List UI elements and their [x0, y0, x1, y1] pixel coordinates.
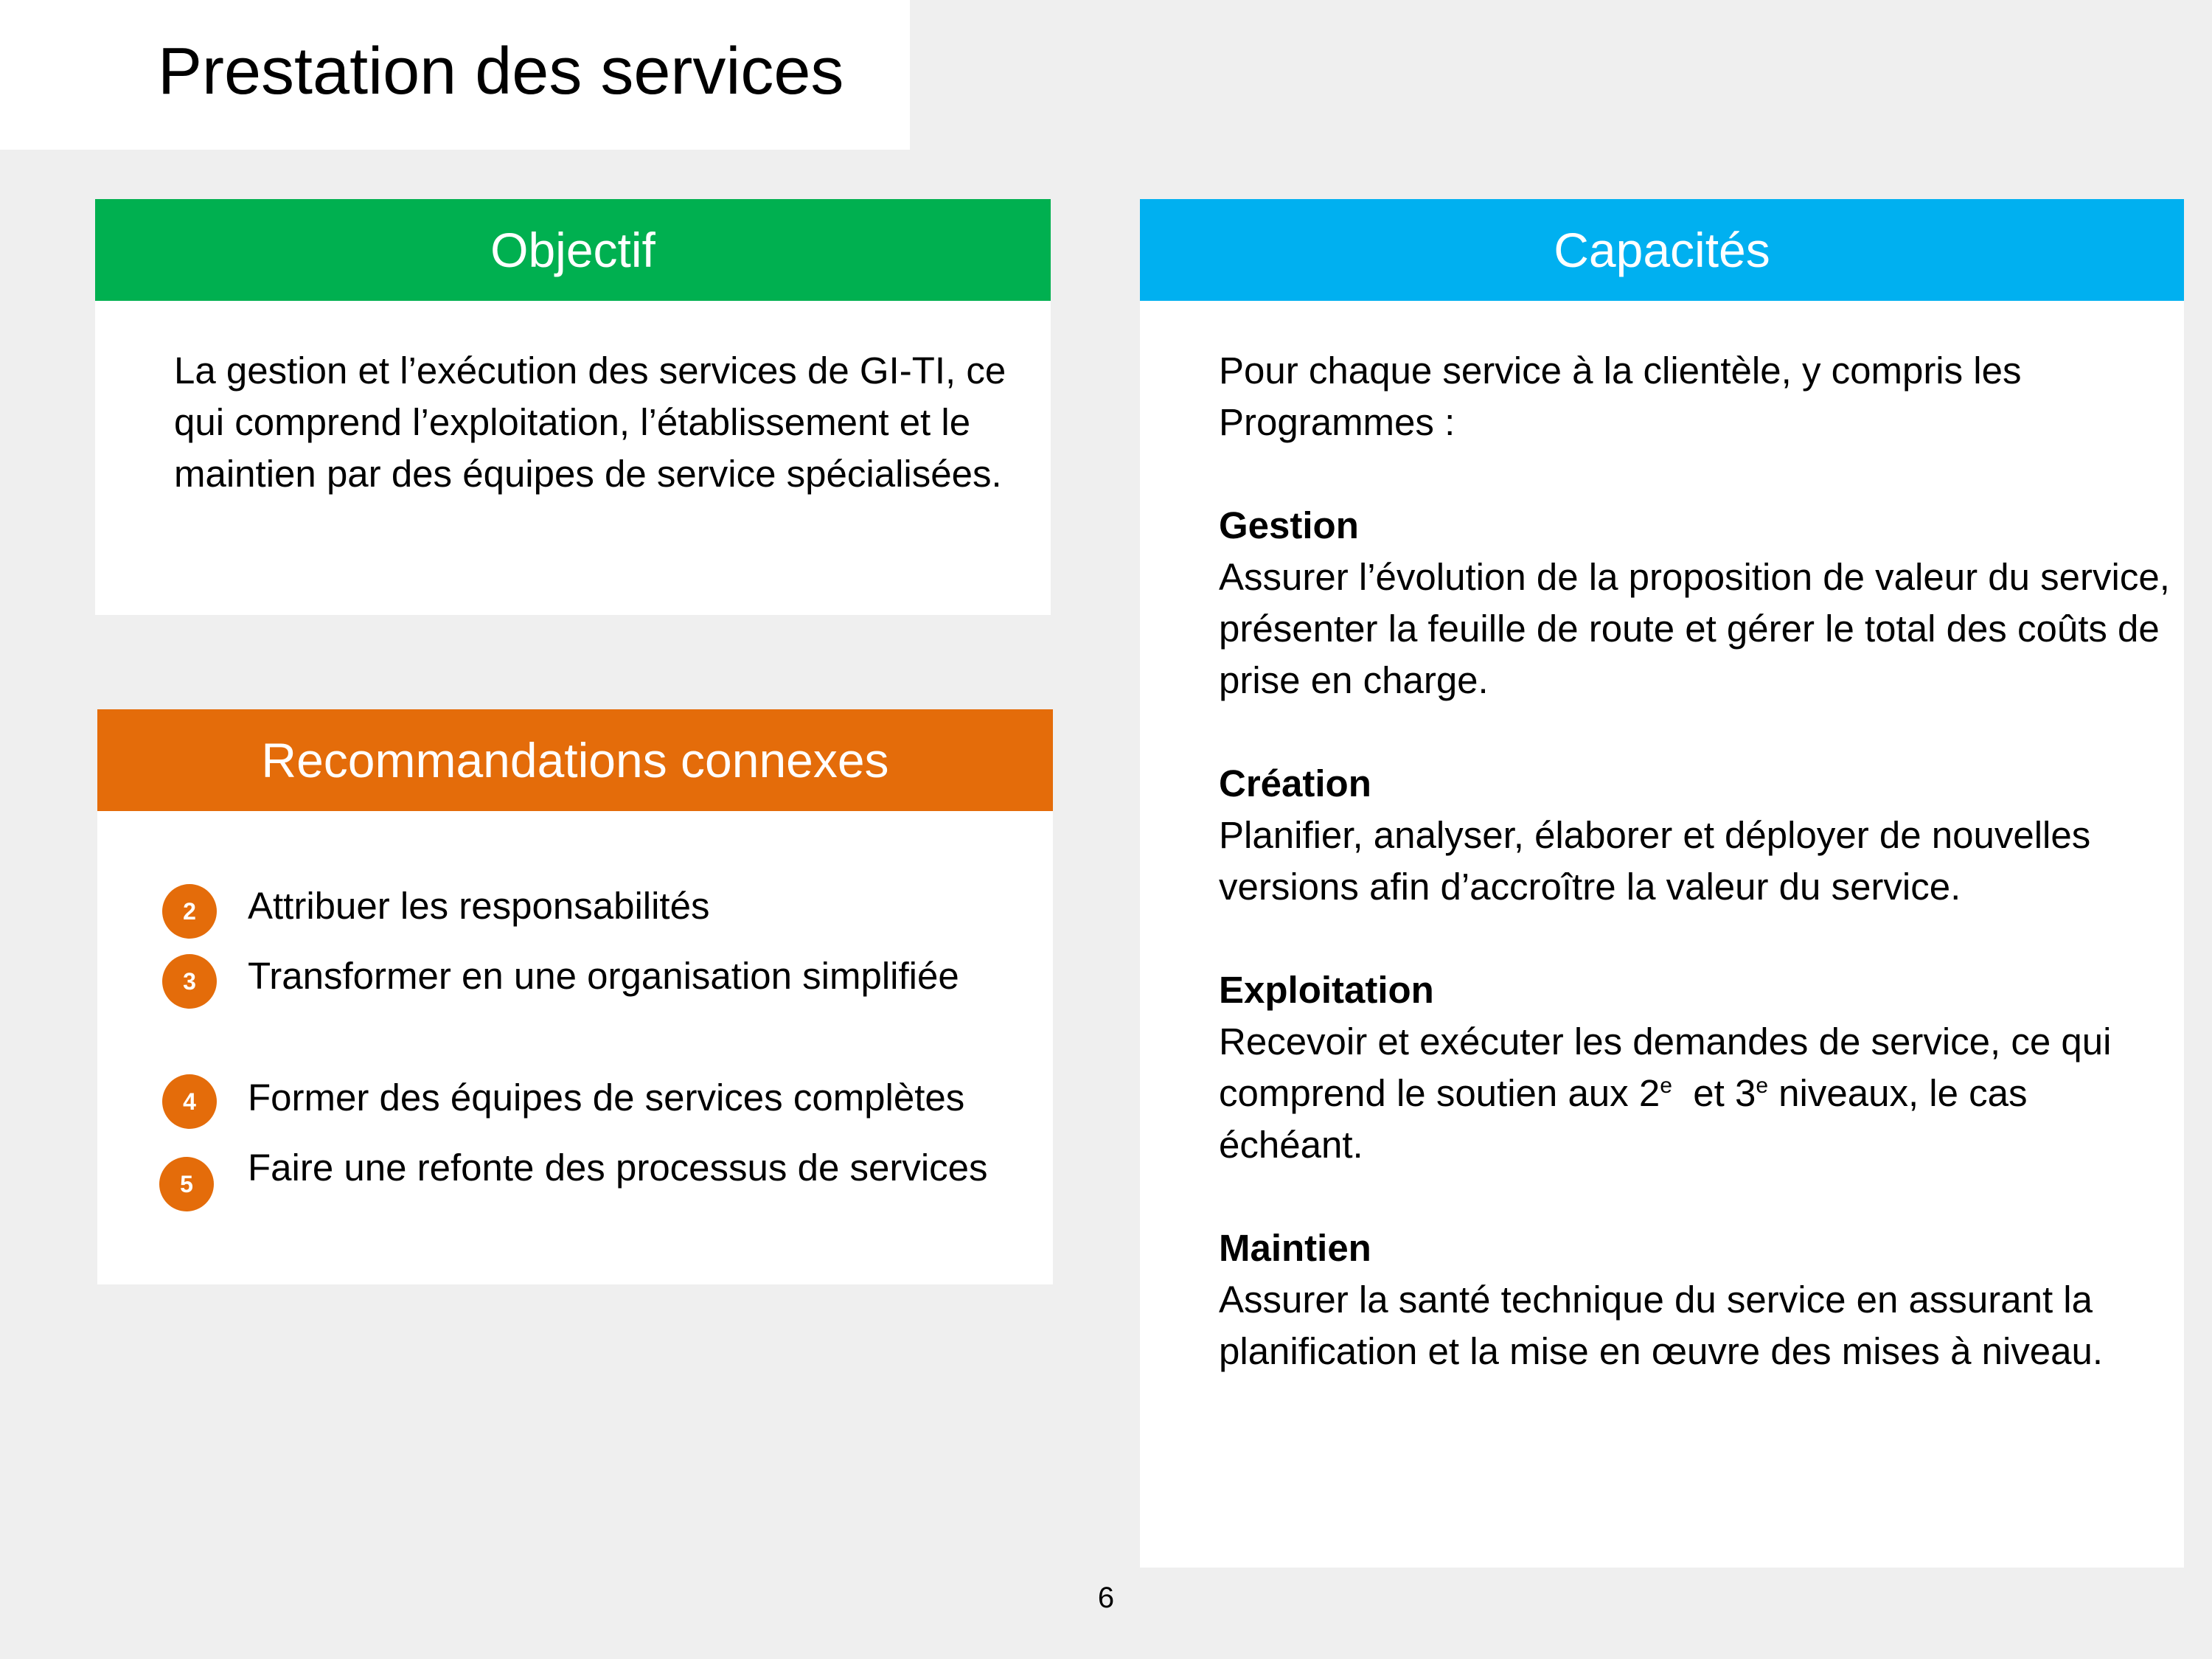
capacite-text-part: niveaux, le cas échéant.: [1219, 1072, 2028, 1166]
title-box: [0, 0, 910, 150]
capacite-text: Assurer la santé technique du service en assurant la planification et la mise en œuvre des mises à niveau.: [1219, 1279, 2104, 1372]
objectif-panel: [95, 199, 1051, 615]
recommandation-number-badge: 2: [162, 884, 217, 939]
recommandation-label: Faire une refonte des processus de services: [248, 1147, 988, 1189]
capacite-section-exploitation: [1219, 964, 2170, 1171]
capacite-text: [1219, 1016, 2170, 1171]
recommandation-label: Transformer en une organisation simplifiée: [248, 955, 959, 997]
recommandation-number-badge: 4: [162, 1074, 217, 1129]
slide-title: Prestation des services: [158, 35, 844, 108]
recommandation-number-badge: 3: [162, 954, 217, 1009]
objectif-text: La gestion et l’exécution des services de GI-TI, ce qui comprend l’exploitation, l’établissement et le maintien par des équipes de service spécialisées.: [174, 349, 1006, 495]
capacite-heading: Maintien: [1219, 1227, 1371, 1269]
recommandation-label: Attribuer les responsabilités: [248, 885, 710, 927]
objectif-header: Objectif: [95, 199, 1051, 301]
capacite-heading: Exploitation: [1219, 969, 1434, 1011]
ordinal-superscript: e: [1660, 1074, 1672, 1098]
capacites-body: [1219, 345, 2170, 1377]
capacite-text: Planifier, analyser, élaborer et déployer de nouvelles versions afin d’accroître la valeur du service.: [1219, 814, 2091, 908]
capacites-header: Capacités: [1140, 199, 2184, 301]
recommandations-panel: [97, 709, 1053, 1284]
ordinal-superscript: e: [1756, 1074, 1768, 1098]
capacites-panel: [1140, 199, 2184, 1568]
capacite-section-creation: [1219, 758, 2170, 913]
page-number: 6: [1097, 1582, 1115, 1614]
capacite-section-gestion: [1219, 500, 2170, 706]
capacite-heading: Gestion: [1219, 504, 1359, 546]
capacite-section-maintien: [1219, 1222, 2170, 1377]
capacite-text: Assurer l’évolution de la proposition de valeur du service, présenter la feuille de route et gérer le total des coûts de prise en charge.: [1219, 556, 2170, 701]
capacites-intro: Pour chaque service à la clientèle, y compris les Programmes :: [1219, 349, 2022, 443]
capacite-heading: Création: [1219, 762, 1371, 804]
recommandation-number-badge: 5: [159, 1157, 214, 1211]
capacite-text-part: Recevoir et exécuter les demandes de service, ce qui comprend le soutien aux 2: [1219, 1020, 2112, 1114]
recommandations-header: Recommandations connexes: [97, 709, 1053, 811]
capacite-text-part: et 3: [1672, 1072, 1756, 1114]
recommandation-label: Former des équipes de services complètes: [248, 1077, 965, 1119]
